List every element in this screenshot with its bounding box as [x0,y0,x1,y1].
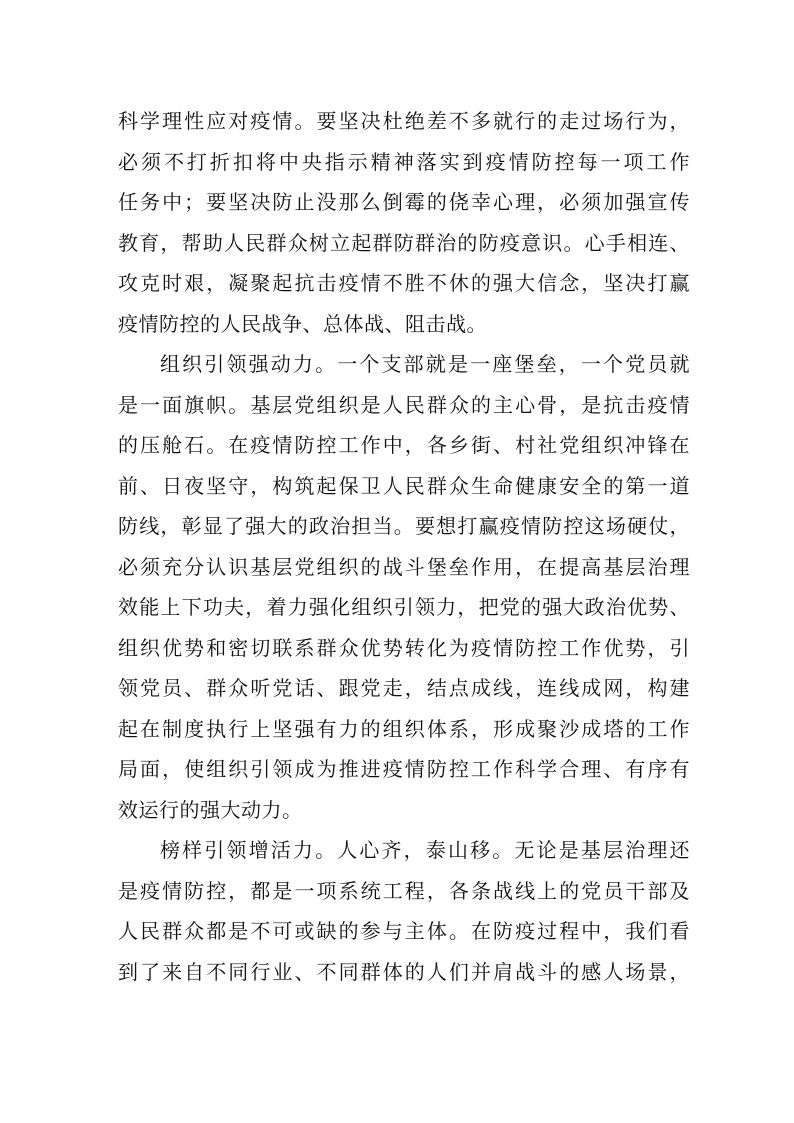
text-line: 教育，帮助人民群众树立起群防群治的防疫意识。心手相连、 [118,230,690,255]
text-line: 任务中；要坚决防止没那么倒霉的侥幸心理，必须加强宣传 [118,190,690,214]
paragraph-heading-line: 组织引领强动力。一个支部就是一座堡垒，一个党员就 [160,352,690,376]
text-line: 效运行的强大动力。 [118,797,303,822]
text-line: 必须充分认识基层党组织的战斗堡垒作用，在提高基层治理 [118,554,690,579]
paragraph-heading-line: 榜样引领增活力。人心齐，泰山移。无论是基层治理还 [160,838,690,862]
text-line: 起在制度执行上坚强有力的组织体系，形成聚沙成塔的工作 [118,716,690,741]
text-line: 组织优势和密切联系群众优势转化为疫情防控工作优势，引 [118,635,690,660]
text-line: 前、日夜坚守，构筑起保卫人民群众生命健康安全的第一道 [118,473,690,498]
text-line: 攻克时艰，凝聚起抗击疫情不胜不休的强大信念，坚决打赢 [118,271,690,295]
text-line: 的压舱石。在疫情防控工作中，各乡街、村社党组织冲锋在 [118,433,690,457]
text-line: 领党员、群众听党话、跟党走，结点成线，连线成网，构建 [118,676,690,700]
text-line: 人民群众都是不可或缺的参与主体。在防疫过程中，我们看 [118,919,690,943]
text-line: 效能上下功夫，着力强化组织引领力，把党的强大政治优势、 [118,595,690,619]
text-line: 到了来自不同行业、不同群体的人们并肩战斗的感人场景， [118,959,690,984]
text-line: 是疫情防控，都是一项系统工程，各条战线上的党员干部及 [118,878,690,903]
text-line: 科学理性应对疫情。要坚决杜绝差不多就行的走过场行为， [118,109,690,133]
text-line: 必须不打折扣将中央指示精神落实到疫情防控每一项工作 [118,149,690,174]
body-text [118,101,690,992]
text-line: 局面，使组织引领成为推进疫情防控工作科学合理、有序有 [118,757,690,781]
text-line: 防线，彰显了强大的政治担当。要想打赢疫情防控这场硬仗， [118,514,690,538]
text-line: 是一面旗帜。基层党组织是人民群众的主心骨，是抗击疫情 [118,392,690,417]
text-line: 疫情防控的人民战争、总体战、阻击战。 [118,311,487,336]
